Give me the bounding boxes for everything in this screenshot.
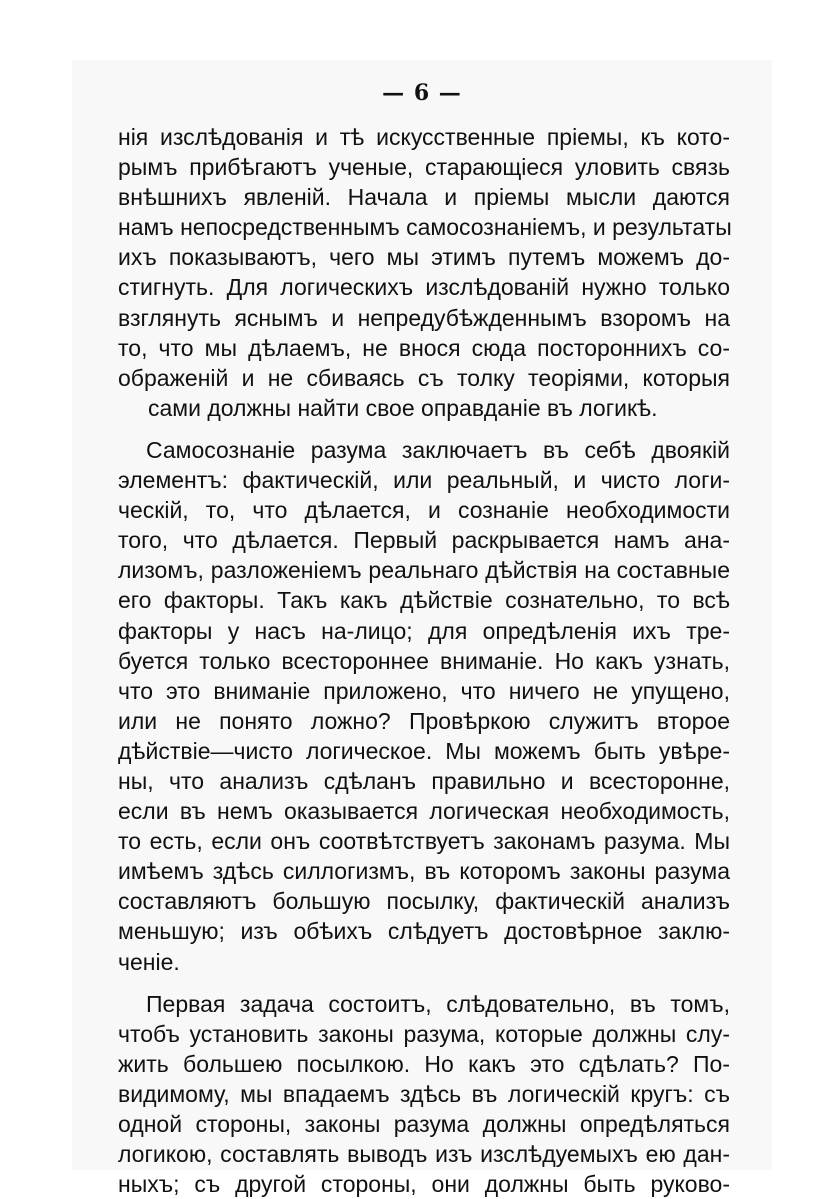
text-line: составляютъ большую посылку, фактическій анализъ xyxy=(118,888,730,915)
text-line: одной стороны, законы разума должны опредѣляться xyxy=(118,1111,730,1137)
text-line: его факторы. Такъ какъ дѣйствіе сознательно, то всѣ xyxy=(118,587,730,614)
text-line: что это вниманіе приложено, что ничего не упущено, xyxy=(118,677,730,704)
text-line: чтобъ установить законы разума, которые должны слу- xyxy=(118,1020,730,1047)
text-line: лизомъ, разложеніемъ реальнаго дѣйствія на составные xyxy=(118,557,730,584)
paragraph-gap xyxy=(118,977,730,989)
text-line: рымъ прибѣгаютъ ученые, старающіеся уловить связь xyxy=(118,154,730,181)
text-line: Первая задача состоитъ, слѣдовательно, въ томъ, xyxy=(146,990,730,1017)
text-line: ображеній и не сбиваясь съ толку теоріями, которыя xyxy=(118,364,730,391)
text-line: ческій, то, что дѣлается, и сознаніе необходимости xyxy=(118,497,730,524)
text-line: ихъ показываютъ, чего мы этимъ путемъ можемъ до- xyxy=(118,244,730,271)
text-line: дѣйствіе—чисто логическое. Мы можемъ быть увѣре- xyxy=(118,737,730,764)
text-line: стигнуть. Для логическихъ изслѣдованій нужно только xyxy=(118,274,730,301)
text-line: ченіе. xyxy=(118,948,180,975)
text-line: сами должны найти свое оправданіе въ логикѣ. xyxy=(148,394,658,421)
text-line: имѣемъ здѣсь силлогизмъ, въ которомъ законы разума xyxy=(118,858,730,885)
body-text xyxy=(118,122,730,1199)
text-line: жить большею посылкою. Но какъ это сдѣлать? По- xyxy=(118,1050,730,1077)
paragraph-gap xyxy=(118,423,730,435)
text-line: намъ непосредственнымъ самосознаніемъ, и результаты xyxy=(118,214,732,241)
text-line: буется только всестороннее вниманіе. Но какъ узнать, xyxy=(118,647,730,674)
text-line: внѣшнихъ явленій. Начала и пріемы мысли даются xyxy=(118,184,730,211)
text-line: ны, что анализъ сдѣланъ правильно и всесторонне, xyxy=(118,767,730,794)
text-line: ныхъ; съ другой стороны, они должны быть руково- xyxy=(118,1171,730,1198)
text-line: логикою, составлять выводъ изъ изслѣдуемыхъ ею дан- xyxy=(118,1141,730,1168)
page-number: — 6 — xyxy=(382,80,462,106)
paragraph xyxy=(118,989,730,1199)
text-line: то, что мы дѣлаемъ, не внося сюда постороннихъ со- xyxy=(118,334,730,361)
text-line: или не понято ложно? Провѣркою служитъ второе xyxy=(118,707,730,734)
text-line: то есть, если онъ соотвѣтствуетъ законамъ разума. Мы xyxy=(118,828,730,855)
text-line: факторы у насъ на-лицо; для опредѣленія ихъ тре- xyxy=(118,617,730,644)
book-page xyxy=(72,60,772,1198)
text-line: видимому, мы впадаемъ здѣсь въ логическій кругъ: съ xyxy=(118,1080,730,1107)
text-line: элементъ: фактическій, или реальный, и чисто логи- xyxy=(118,467,730,494)
paragraph xyxy=(118,122,730,423)
paragraph xyxy=(118,435,730,977)
text-line: Самосознаніе разума заключаетъ въ себѣ двоякій xyxy=(146,436,730,463)
text-line: того, что дѣлается. Первый раскрывается намъ ана- xyxy=(118,527,730,554)
text-line: взглянуть яснымъ и непредубѣжденнымъ взоромъ на xyxy=(118,304,730,331)
text-line: если въ немъ оказывается логическая необходимость, xyxy=(118,798,730,825)
text-line: нія изслѣдованія и тѣ искусственные пріемы, къ кото- xyxy=(118,124,730,150)
text-line: меньшую; изъ обѣихъ слѣдуетъ достовѣрное заклю- xyxy=(118,918,730,945)
